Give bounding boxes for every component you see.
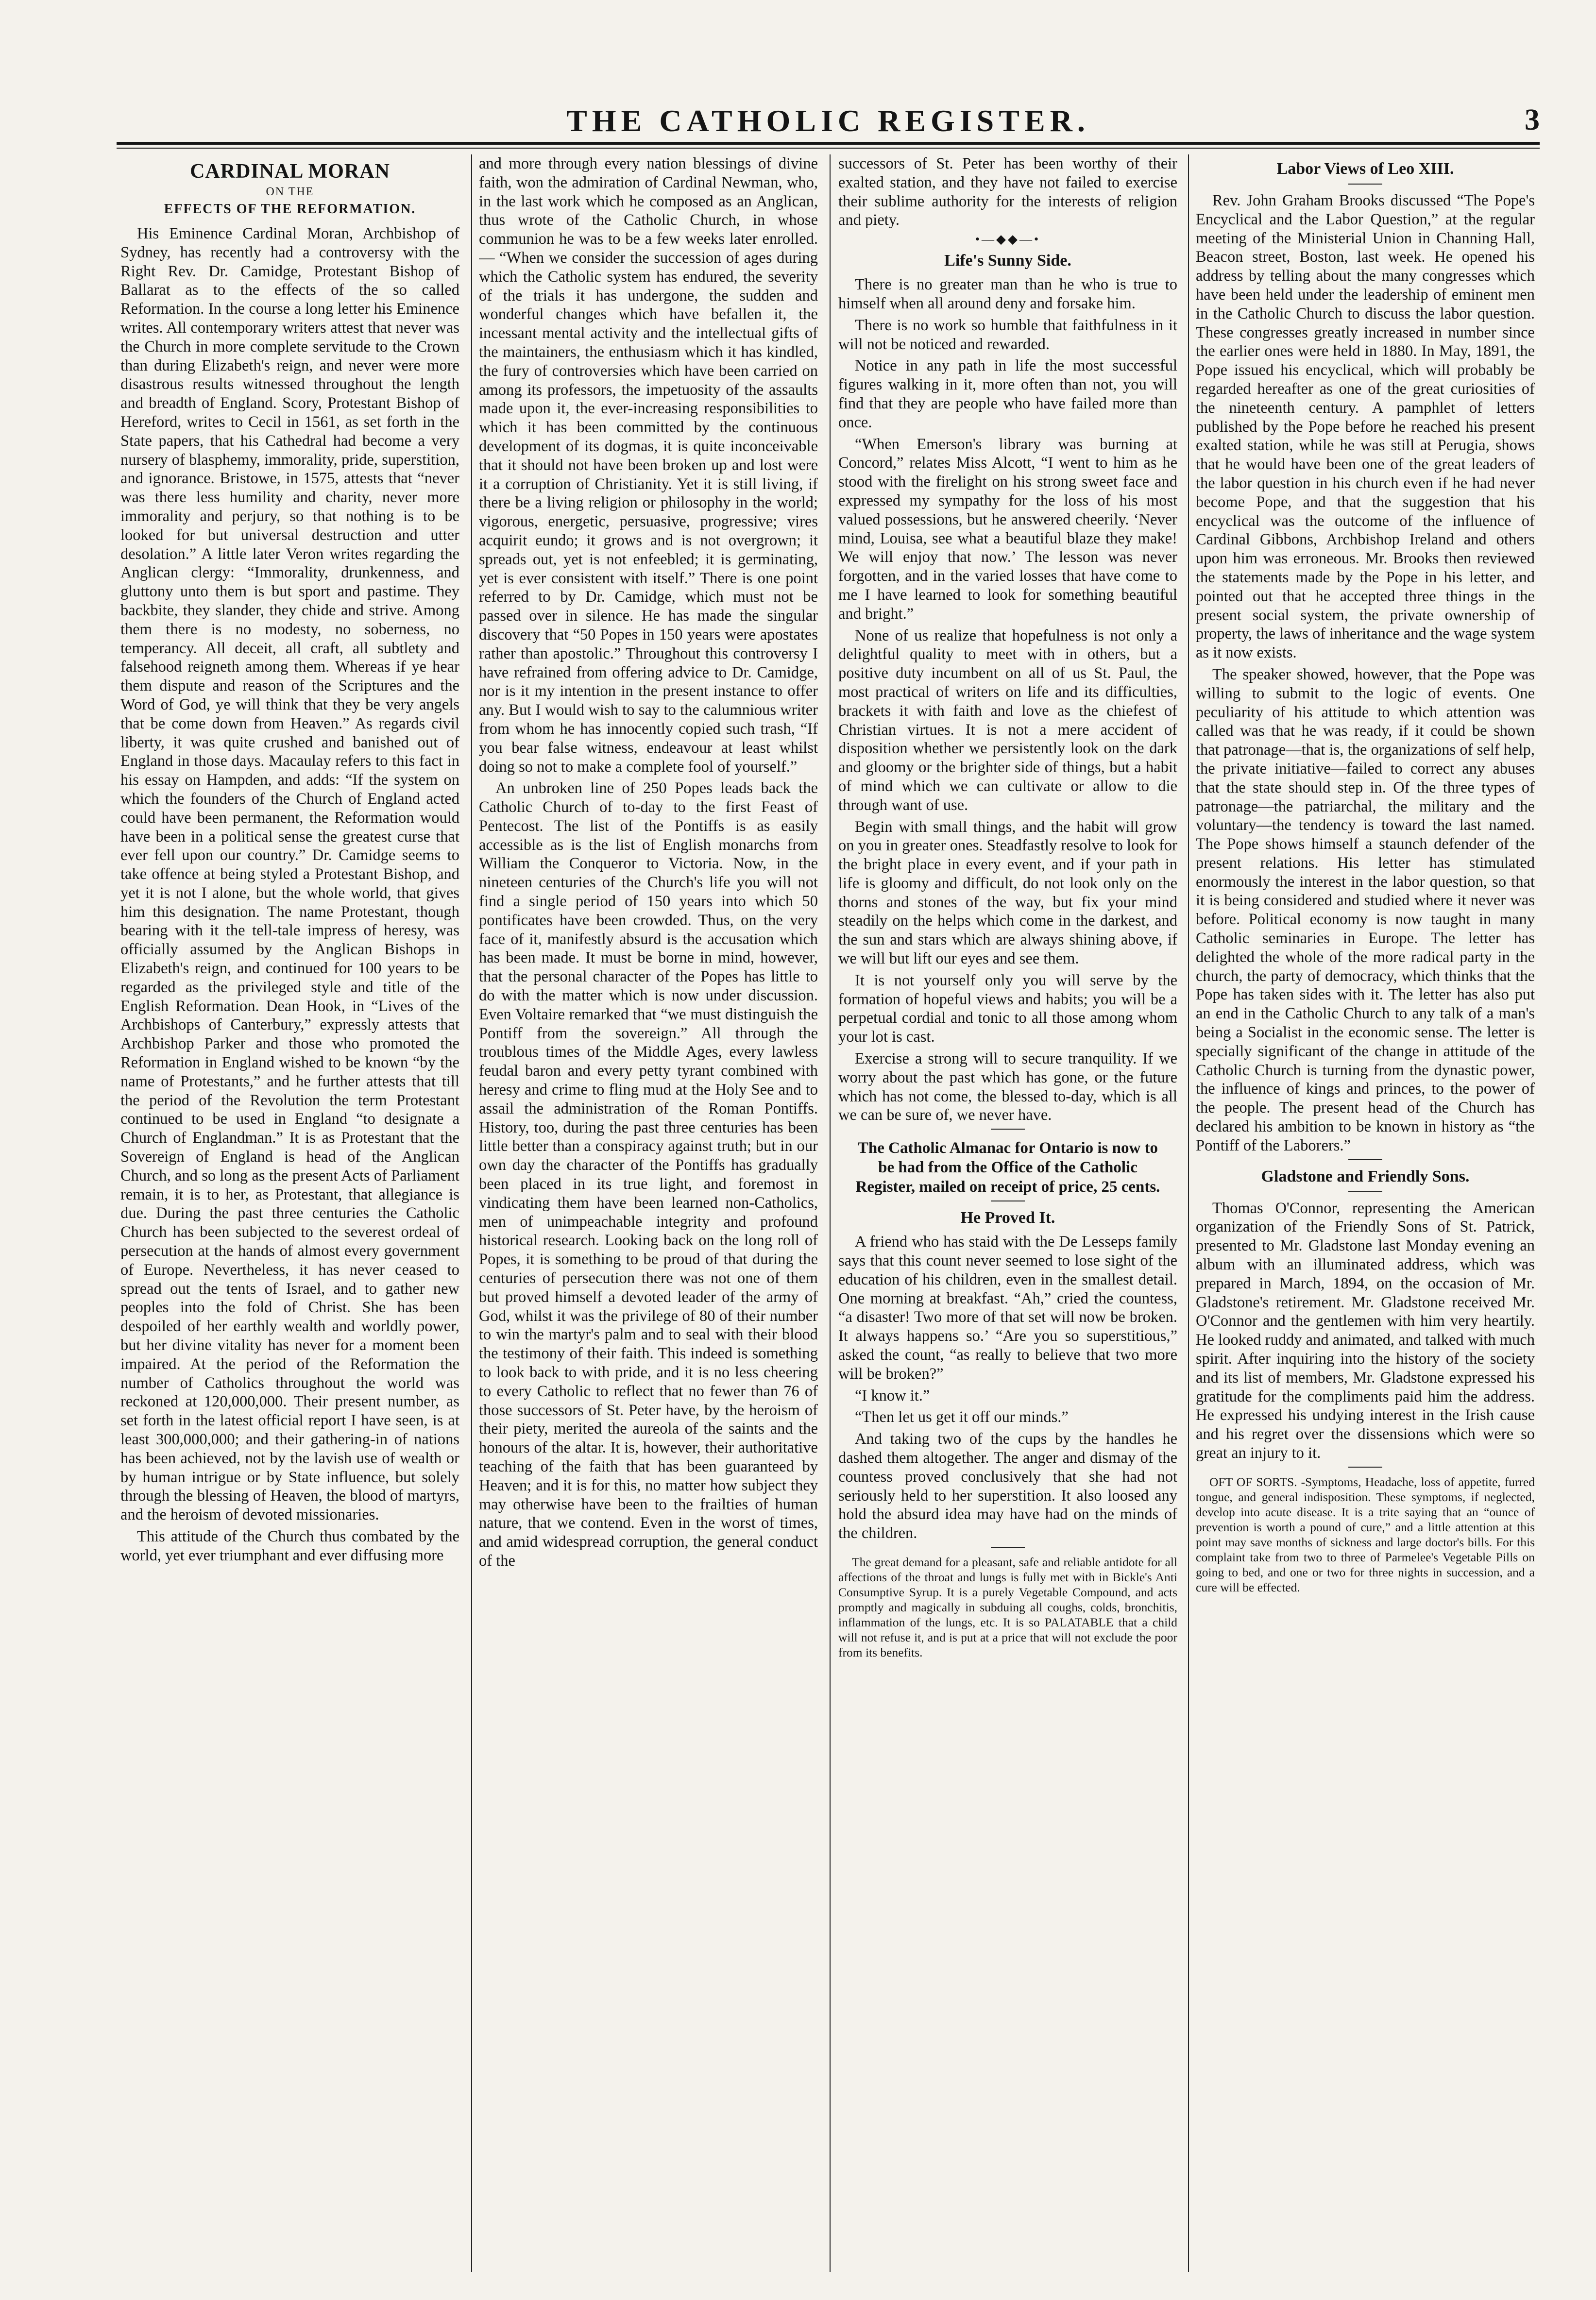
page-number: 3 [1525,103,1540,136]
column-1 [120,154,459,2272]
masthead-rule-thick [117,142,1540,145]
paragraph: None of us realize that hopefulness is not only a delightful quality to meet with in others, but a positive duty incumbent on all of us St. Paul, the most practical of writers on life and its difficulties, brackets it with faith and love as the chiefest of Christian virtues. It is not a mere accident of disposition whether we persistently look on the dark and gloomy or the brighter side of things, but a habit of mind which we can cultivate or allow to die through want of use. [838,626,1177,814]
column-2 [479,154,818,2272]
paragraph: It is not yourself only you will serve by the formation of hopeful views and habits; you will be a perpetual cordial and tonic to all those among whom your lot is cast. [838,971,1177,1046]
paragraph: His Eminence Cardinal Moran, Archbishop of Sydney, has recently had a controversy with the Right Rev. Dr. Camidge, Protestant Bishop of Ballarat as to the effects of the so called Reformation. In the course a long letter his Eminence writes. All contemporary writers attest that never was the Church in more complete servitude to the Crown than during Elizabeth's reign, and never were more disastrous results witnessed throughout the length and breadth of England. Scory, Protestant Bishop of Hereford, writes to Cecil in 1561, as set forth in the State papers, that his Cathedral had become a very nursery of blasphemy, immorality, pride, superstition, and ignorance. Bristowe, in 1575, attests that “never was there less humility and charity, never more immorality and perjury, so that nothing is to be looked for but universal destruction and utter desolation.” A little later Veron writes regarding the Anglican clergy: “Immorality, drunkenness, and gluttony unto them is but sport and pastime. They backbite, they slander, they chide and strive. Among them there is no modesty, no soberness, no temperancy. All deceit, all craft, all subtlety and falsehood reigneth among them. Whereas if ye hear them dispute and reason of the Scriptures and the Word of God, ye will think that they be very angels that be come down from Heaven.” As regards civil liberty, it was quite crushed and banished out of England in those days. Macaulay refers to this fact in his essay on Hampden, and adds: “If the system on which the founders of the Church of England acted could have been permanent, the Reformation would have been in a political sense the greatest curse that ever fell upon our country.” Dr. Camidge seems to take offence at being styled a Protestant Bishop, and yet it is not I alone, but the whole world, that gives him this designation. The name Protestant, though bearing with it the tell-tale impress of heresy, was officially assumed by the Anglican Bishops in Elizabeth's reign, and continued for 100 years to be regarded as the privileged style and title of the English Reformation. Dean Hook, in “Lives of the Archbishops of Canterbury,” expressly attests that Archbishop Parker and those who promoted the Reformation in England wished to be known “by the name of Protestants,” and he further attests that till the period of the Revolution the term Protestant continued to be used in England “to designate a Church of Englandman.” It is as Protestant that the Sovereign of England is head of the Anglican Church, and so long as the present Acts of Parliament remain, it is to her, as Protestant, that allegiance is due. During the past three centuries the Catholic Church has been subjected to the severest ordeal of persecution at the hands of almost every government of Europe. Nevertheless, it has never ceased to spread out the tents of Israel, and to gather new peoples into the fold of Christ. She has been despoiled of her earthly wealth and worldly power, but her divine vitality has never for a moment been impaired. At the period of the Reformation the number of Catholics throughout the world was reckoned at 120,000,000. Their present number, as set forth in the latest official report I have seen, is at least 300,000,000; and their gathering-in of nations has been achieved, not by the lavish use of wealth or by human intrigue or by State influence, but solely through the blessing of Heaven, the blood of martyrs, and the heroism of devoted missionaries. [120,225,459,1524]
ad-text: OFT OF SORTS. -Symptoms, Headache, loss of appetite, furred tongue, and general indisposition. These symptoms, if neglected, develop into acute disease. It is a trite saying that an “ounce of prevention is worth a pound of cure,” and a little attention at this point may save months of sickness and large doctor's bills. For this complaint take from two to three of Parmelee's Vegetable Pills on going to bed, and one or two for three nights in succession, and a cure will be effected. [1196,1474,1535,1594]
column-4 [1196,154,1535,2272]
paragraph: “When Emerson's library was burning at Concord,” relates Miss Alcott, “I went to him as he stood with the firelight on his strong sweet face and expressed my sympathy for the loss of his most valued possessions, but he answered cheerily. ‘Never mind, Louisa, see what a beautiful blaze they make! We will enjoy that now.’ The lesson was never forgotten, and in the varied losses that have come to me I have learned to look for something beautiful and bright.” [838,435,1177,623]
paragraph: The speaker showed, however, that the Pope was willing to submit to the logic of events. One peculiarity of his attitude to which attention was called was that he was ready, if it could be shown that patronage—that is, the organizations of self help, the private initiative—failed to correct any abuses that the state should step in. Of the three types of patronage—the patriarchal, the military and the voluntary—the tendency is toward the last named. The Pope shows himself a staunch defender of the present relations. His letter has stimulated enormously the interest in the labor question, so that it is being considered and studied where it never was before. Political economy is now taught in many Catholic seminaries in Europe. The letter has delighted the whole of the more radical party in the church, the party of democracy, which thinks that the Pope has taken sides with it. The letter has also put an end in the Catholic Church to any talk of a man's being a Socialist in the economic sense. The letter is specially significant of the change in attitude of the Catholic Church is turning from the dynastic power, the influence of kings and princes, to the power of the people. The present head of the Church has declared his ambition to be known in history as “the Pontiff of the Laborers.” [1196,665,1535,1154]
paragraph: Rev. John Graham Brooks discussed “The Pope's Encyclical and the Labor Question,” at the regular meeting of the Ministerial Union in Channing Hall, Beacon street, Boston, last week. He opened his address by telling about the many congresses which have been held under the leadership of eminent men in the Catholic Church to discuss the labor question. These congresses greatly increased in number since the earlier ones were held in 1880. In May, 1891, the Pope issued his encyclical, which will probably be regarded hereafter as one of the great curiosities of the nineteenth century. A pamphlet of letters published by the Pope before he reached his present exalted station, while he was still at Perugia, shows that he would have been one of the great leaders of the labor question in his church even if he had never become Pope, and that the suggestion that his encyclical was the outcome of the influence of Cardinal Gibbons, Archbishop Ireland and others upon him was erroneous. Mr. Brooks then reviewed the statements made by the Pope in his letter, and pointed out that he accepted three things in the present social system, the private ownership of property, the laws of inheritance and the wage system as it now exists. [1196,192,1535,662]
ad-text: The great demand for a pleasant, safe and reliable antidote for all affections of the throat and lungs is fully met with in Bickle's Anti Consumptive Syrup. It is a purely Vegetable Compound, and acts promptly and magically in subduing all coughs, colds, bronchitis, inflammation of the lungs, etc. It is so PALATABLE that a child will not refuse it, and is put at a price that will not exclude the poor from its benefits. [838,1555,1177,1659]
paragraph: There is no work so humble that faithfulness in it will not be noticed and rewarded. [838,316,1177,353]
section-rule [991,1547,1025,1548]
paragraph: successors of St. Peter has been worthy of their exalted station, and they have not failed to exercise their sublime authority for the interests of religion and piety. [838,155,1177,229]
article-headline-he-proved-it: He Proved It. [960,1209,1055,1227]
advertisement-pills [1196,1474,1535,1595]
article-headline-cardinal-moran: CARDINAL MORAN [190,160,390,183]
masthead-rule-thin [117,148,1540,149]
section-rule [1348,1159,1382,1160]
paragraph: Thomas O'Connor, representing the American organization of the Friendly Sons of St. Patrick, presented to Mr. Gladstone last Monday evening an album with an illuminated address, which was prepared in March, 1894, on the occasion of Mr. Gladstone's retirement. Mr. Gladstone received Mr. O'Connor and the gentlemen with him very heartily. He looked ruddy and animated, and talked with much spirit. After inquiring into the history of the society and its list of members, Mr. Gladstone expressed his gratitude for the compliments paid him the address. He expressed his undying interest in the Irish cause and his regret over the dissensions which were so great an injury to it. [1196,1199,1535,1462]
section-rule [1348,184,1382,185]
article-subheadline-reformation: EFFECTS OF THE REFORMATION. [164,202,416,217]
column-divider-2 [830,154,831,2272]
masthead [117,103,1540,137]
paragraph: This attitude of the Church thus combated by the world, yet ever triumphant and ever diffusing more [120,1527,459,1564]
section-rule [1348,1467,1382,1468]
ornament-divider: •—◆◆—• [975,232,1041,247]
paragraph: Exercise a strong will to secure tranquility. If we worry about the past which has gone, or the future which has not come, the blessed to-day, which is all we can be sure of, we never have. [838,1050,1177,1124]
article-headline-gladstone: Gladstone and Friendly Sons. [1261,1167,1470,1185]
paragraph: “I know it.” [855,1387,930,1404]
almanac-notice: The Catholic Almanac for Ontario is now to be had from the Office of the Catholic Register, mailed on receipt of price, 25 cents. [855,1139,1160,1196]
article-headline-on-the: ON THE [266,186,314,198]
newspaper-title: THE CATHOLIC REGISTER. [566,103,1090,138]
section-rule [991,1129,1025,1130]
advertisement-syrup [838,1555,1177,1660]
column-3 [838,154,1177,2272]
paragraph: And taking two of the cups by the handles he dashed them altogether. The anger and dismay of the countess proved conclusively that she had not seriously held to her superstition. It also loosed any hold the absurd idea may have had on the minds of the children. [838,1430,1177,1542]
paragraph: and more through every nation blessings of divine faith, won the admiration of Cardinal Newman, who, in the last work which he composed as an Anglican, thus wrote of the Catholic Church, in whose communion he was to be a few weeks later enrolled.— “When we consider the succession of ages during which the Catholic system has endured, the severity of the trials it has undergone, the sudden and wonderful changes which have befallen it, the incessant mental activity and the intellectual gifts of the maintainers, the enthusiasm which it has kindled, the fury of controversies which have been carried on among its professors, the impetuosity of the assaults made upon it, the ever-increasing responsibilities to which it has been committed by the continuous development of its dogmas, it is quite inconceivable that it should not have been broken up and lost were it a corruption of Christianity. Yet it is still living, if there be a living religion or philosophy in the world; vigorous, energetic, persuasive, progressive; vires acquirit eundo; it grows and is not overgrown; it spreads out, yet is not enfeebled; it is germinating, yet is ever consistent with itself.” There is one point referred to by Dr. Camidge, which must not be passed over in silence. He has made the singular discovery that “50 Popes in 150 years were apostates rather than apostolic.” Throughout this controversy I have refrained from offering advice to Dr. Camidge, nor is it my intention in the present instance to offer any. But I would wish to say to the calumnious writer from whom he has innocently copied such trash, “If you bear false witness, endeavour at least whilst doing so not to make a complete fool of yourself.” [479,155,818,776]
section-rule [1348,1191,1382,1192]
article-headline-labor-views: Labor Views of Leo XIII. [1276,160,1454,178]
paragraph: An unbroken line of 250 Popes leads back the Catholic Church of to-day to the first Feast of Pentecost. The list of the Pontiffs is as easily accessible as is the list of English monarchs from William the Conqueror to Victoria. Now, in the nineteen centuries of the Church's life you will not find a single period of 150 years into which 50 pontificates have been crowded. Thus, on the very face of it, manifestly absurd is the accusation which has been made. It must be borne in mind, however, that the personal character of the Popes has little to do with the matter which is now under discussion. Even Voltaire remarked that “we must distinguish the Pontiff from the sovereign.” All through the troublous times of the Middle Ages, every lawless feudal baron and every petty tyrant combined with heresy and crime to fling mud at the Holy See and to assail the administration of the Roman Pontiffs. History, too, during the past three centuries has been little better than a conspiracy against truth; but in our own day the character of the Pontiffs has gradually been placed in its true light, and foremost in vindicating them have been learned non-Catholics, men of unimpeachable integrity and profound historical research. Looking back on the long roll of Popes, it is something to be proud of that during the centuries of persecution there was not one of them but proved himself a devoted leader of the army of God, whilst it was the privilege of 80 of their number to win the martyr's palm and to seal with their blood the testimony of their faith. This indeed is something to look back to with pride, and it is no less cheering to every Catholic to reflect that no fewer than 76 of those successors of St. Peter have, by the heroism of their piety, merited the aureola of the saints and the honours of the altar. It is, however, their authoritative teaching of the faith that has been guaranteed by Heaven; and it is for this, no matter how subject they may otherwise have been to the frailties of human nature, that we contend. Even in the worst of times, and amid widespread corruption, the general conduct of the [479,779,818,1570]
column-divider-3 [1188,154,1189,2272]
column-divider-1 [471,154,472,2272]
article-headline-lifes-sunny-side: Life's Sunny Side. [944,252,1071,270]
paragraph: A friend who has staid with the De Lesseps family says that this count never seemed to lose sight of the education of his children, even in the smallest detail. One morning at breakfast. “Ah,” cried the countess, “a disaster! Two more of that set will now be broken. It always happens so.’ “Are you so superstitious,” asked the count, “as really to believe that two more will be broken?” [838,1233,1177,1383]
paragraph: “Then let us get it off our minds.” [855,1408,1069,1426]
paragraph: There is no greater man than he who is true to himself when all around deny and forsake him. [838,276,1177,312]
paragraph: Notice in any path in life the most successful figures walking in it, more often than not, you will find that they are people who have failed more than once. [838,357,1177,431]
paragraph: Begin with small things, and the habit will grow on you in greater ones. Steadfastly resolve to look for the bright place in every event, and if your path in life is gloomy and difficult, do not look only on the thorns and stones of the way, but fix your mind steadily on the helps which come in the darkest, and the sun and stars which are always shining above, if we will but lift our eyes and see them. [838,818,1177,968]
